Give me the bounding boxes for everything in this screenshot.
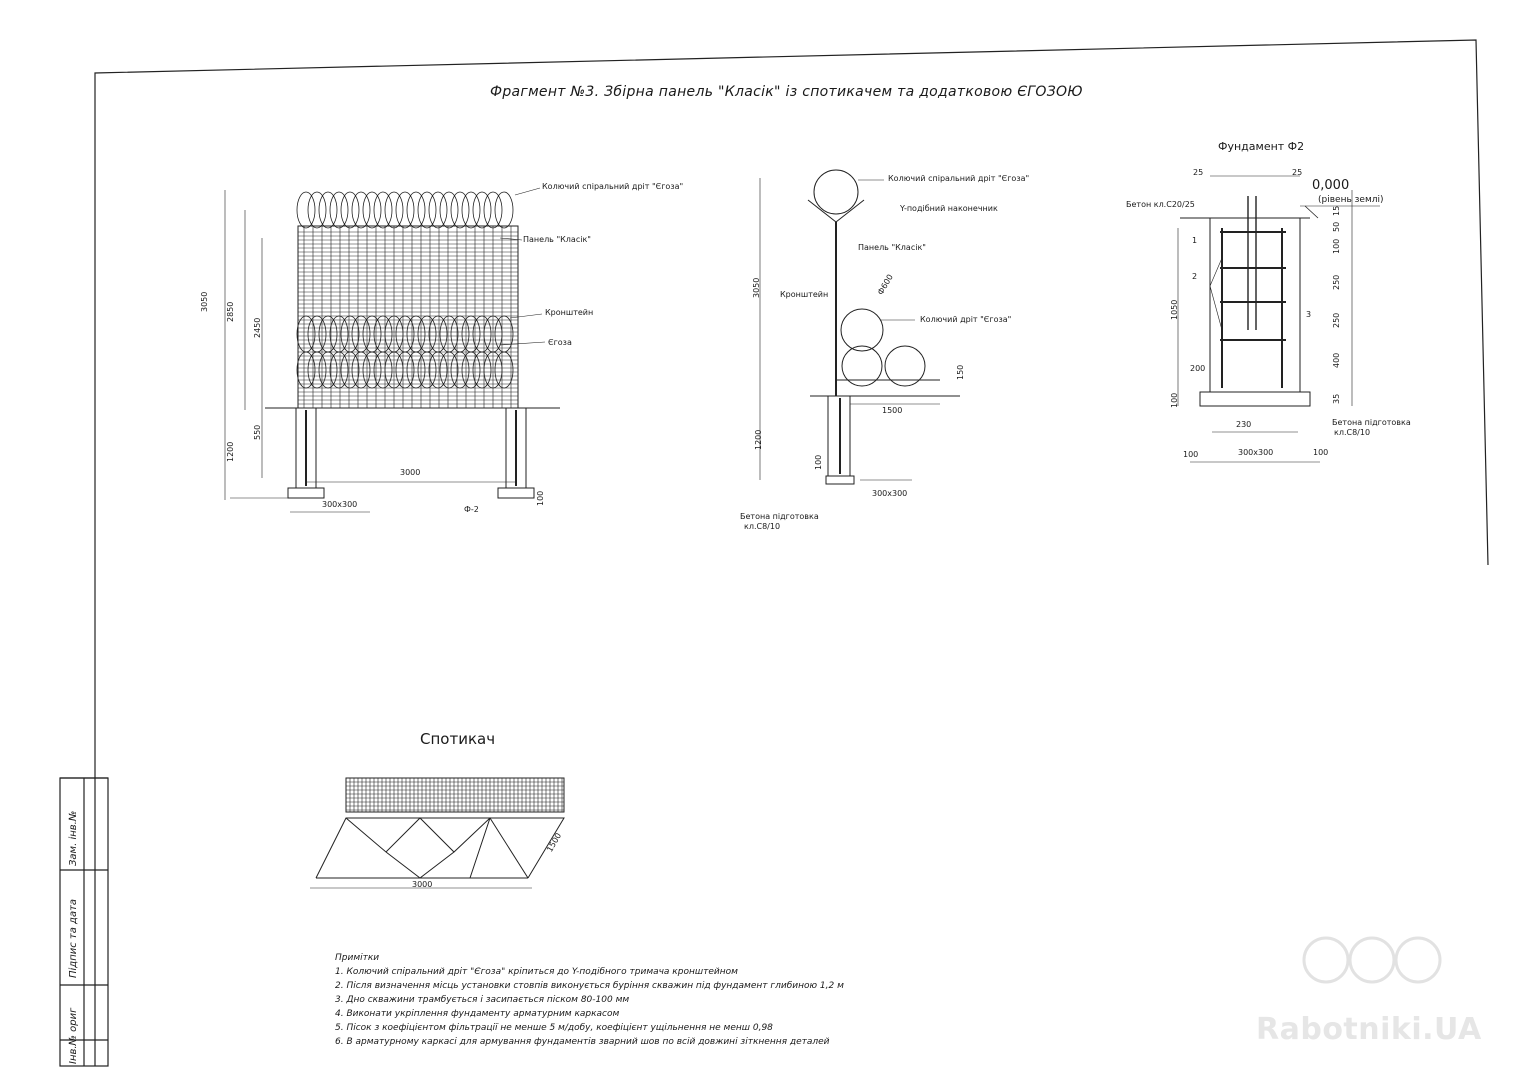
trip-title: Спотикач bbox=[420, 730, 496, 748]
ground-level-note: (рівень землі) bbox=[1318, 195, 1384, 205]
front-wire-label: Колючий спіральний дріт "Єгоза" bbox=[542, 182, 684, 191]
foundation-dim-25a: 25 bbox=[1193, 168, 1204, 177]
front-panel-label: Панель "Класік" bbox=[523, 235, 591, 244]
side-dim-1500: 1500 bbox=[882, 406, 903, 415]
foundation-dim-25b: 25 bbox=[1292, 168, 1303, 177]
side-view-drawing bbox=[760, 170, 960, 484]
front-dim-3050: 3050 bbox=[200, 291, 209, 312]
trip-drawing bbox=[310, 778, 564, 888]
trip-dim-3000: 3000 bbox=[412, 880, 433, 889]
side-dim-150: 150 bbox=[956, 364, 965, 380]
foundation-dim-230: 230 bbox=[1236, 420, 1252, 429]
side-dim-1200: 1200 bbox=[754, 429, 763, 450]
side-diameter-label: Ф600 bbox=[876, 272, 895, 297]
stamp-inv-orig: Інв.№ ориг bbox=[68, 1007, 79, 1064]
foundation-dim-100: 100 bbox=[1332, 238, 1341, 254]
side-ytip-label: Y-подібний наконечник bbox=[900, 204, 998, 213]
foundation-prep-label-1: Бетона підготовка bbox=[1332, 418, 1411, 427]
front-egoza-label: Єгоза bbox=[548, 338, 572, 347]
foundation-dim-50: 50 bbox=[1332, 221, 1341, 232]
notes-block bbox=[335, 951, 844, 1049]
foundation-dim-15: 15 bbox=[1332, 205, 1341, 216]
sheet-title: Фрагмент №3. Збірна панель "Класік" із спотикачем та додатковою ЄГОЗОЮ bbox=[490, 84, 1083, 100]
side-dim-300x300: 300x300 bbox=[872, 489, 908, 498]
stamp-zam-inv: Зам. інв.№ bbox=[68, 810, 79, 866]
sheet-frame bbox=[60, 40, 1488, 1066]
foundation-mark-2: 2 bbox=[1192, 272, 1198, 281]
foundation-dim-100c: 100 bbox=[1183, 450, 1199, 459]
ground-level-value: 0,000 bbox=[1312, 178, 1350, 193]
foundation-dim-250a: 250 bbox=[1332, 274, 1341, 290]
note-item: 1. Колючий спіральний дріт "Єгоза" кріпиться до Y-подібного тримача кронштейном bbox=[335, 967, 738, 977]
front-dim-1200: 1200 bbox=[226, 441, 235, 462]
note-item: 2. Після визначення місць установки стовпів виконується буріння скважин під фундамент глибиною 1,2 м bbox=[335, 981, 844, 991]
front-dim-100: 100 bbox=[536, 490, 545, 506]
front-dim-550: 550 bbox=[253, 424, 262, 440]
side-prep-label-2: кл.С8/10 bbox=[744, 522, 781, 531]
note-item: 6. В арматурному каркасі для армування фундаментів зварний шов по всій довжині зіткнення деталей bbox=[335, 1037, 830, 1047]
foundation-title: Фундамент Ф2 bbox=[1218, 140, 1305, 153]
foundation-prep-label-2: кл.С8/10 bbox=[1334, 428, 1371, 437]
watermark-text: Rabotniki.UA bbox=[1256, 1012, 1482, 1047]
foundation-mark-3: 3 bbox=[1306, 310, 1312, 319]
front-dim-2450: 2450 bbox=[253, 317, 262, 338]
foundation-dim-400: 400 bbox=[1332, 352, 1341, 368]
side-dim-3050: 3050 bbox=[752, 277, 761, 298]
notes-heading: Примітки bbox=[335, 953, 380, 963]
note-item: 3. Дно скважини трамбується і засипається піском 80-100 мм bbox=[335, 995, 630, 1005]
foundation-dim-250b: 250 bbox=[1332, 312, 1341, 328]
side-egoza-label: Колючий дріт "Єгоза" bbox=[920, 315, 1012, 324]
front-foundation-tag: Ф-2 bbox=[464, 505, 479, 514]
foundation-dim-1050: 1050 bbox=[1170, 299, 1179, 320]
side-dim-100: 100 bbox=[814, 454, 823, 470]
trip-dim-1500: 1500 bbox=[545, 831, 564, 854]
front-dim-3000: 3000 bbox=[400, 468, 421, 477]
side-wire-label: Колючий спіральний дріт "Єгоза" bbox=[888, 174, 1030, 183]
note-item: 4. Виконати укріплення фундаменту арматурним каркасом bbox=[335, 1009, 620, 1019]
stamp-sign-date: Підпис та дата bbox=[68, 898, 79, 978]
front-dim-300x300: 300x300 bbox=[322, 500, 358, 509]
side-panel-label: Панель "Класік" bbox=[858, 243, 926, 252]
foundation-mark-1: 1 bbox=[1192, 236, 1198, 245]
foundation-dim-100b: 100 bbox=[1170, 392, 1179, 408]
front-bracket-label: Кронштейн bbox=[545, 308, 594, 317]
foundation-dim-300x300: 300x300 bbox=[1238, 448, 1274, 457]
note-item: 5. Пісок з коефіцієнтом фільтрації не менше 5 м/добу, коефіцієнт ущільнення не менш 0,98 bbox=[335, 1023, 773, 1033]
foundation-dim-35: 35 bbox=[1332, 393, 1341, 404]
side-prep-label-1: Бетона підготовка bbox=[740, 512, 819, 521]
foundation-dim-200: 200 bbox=[1190, 364, 1206, 373]
watermark-helmets-logo bbox=[1304, 938, 1440, 982]
foundation-concrete-label: Бетон кл.С20/25 bbox=[1126, 200, 1195, 209]
foundation-dim-100d: 100 bbox=[1313, 448, 1329, 457]
front-dim-2850: 2850 bbox=[226, 301, 235, 322]
side-bracket-label: Кронштейн bbox=[780, 290, 829, 299]
front-view-drawing bbox=[225, 188, 560, 512]
